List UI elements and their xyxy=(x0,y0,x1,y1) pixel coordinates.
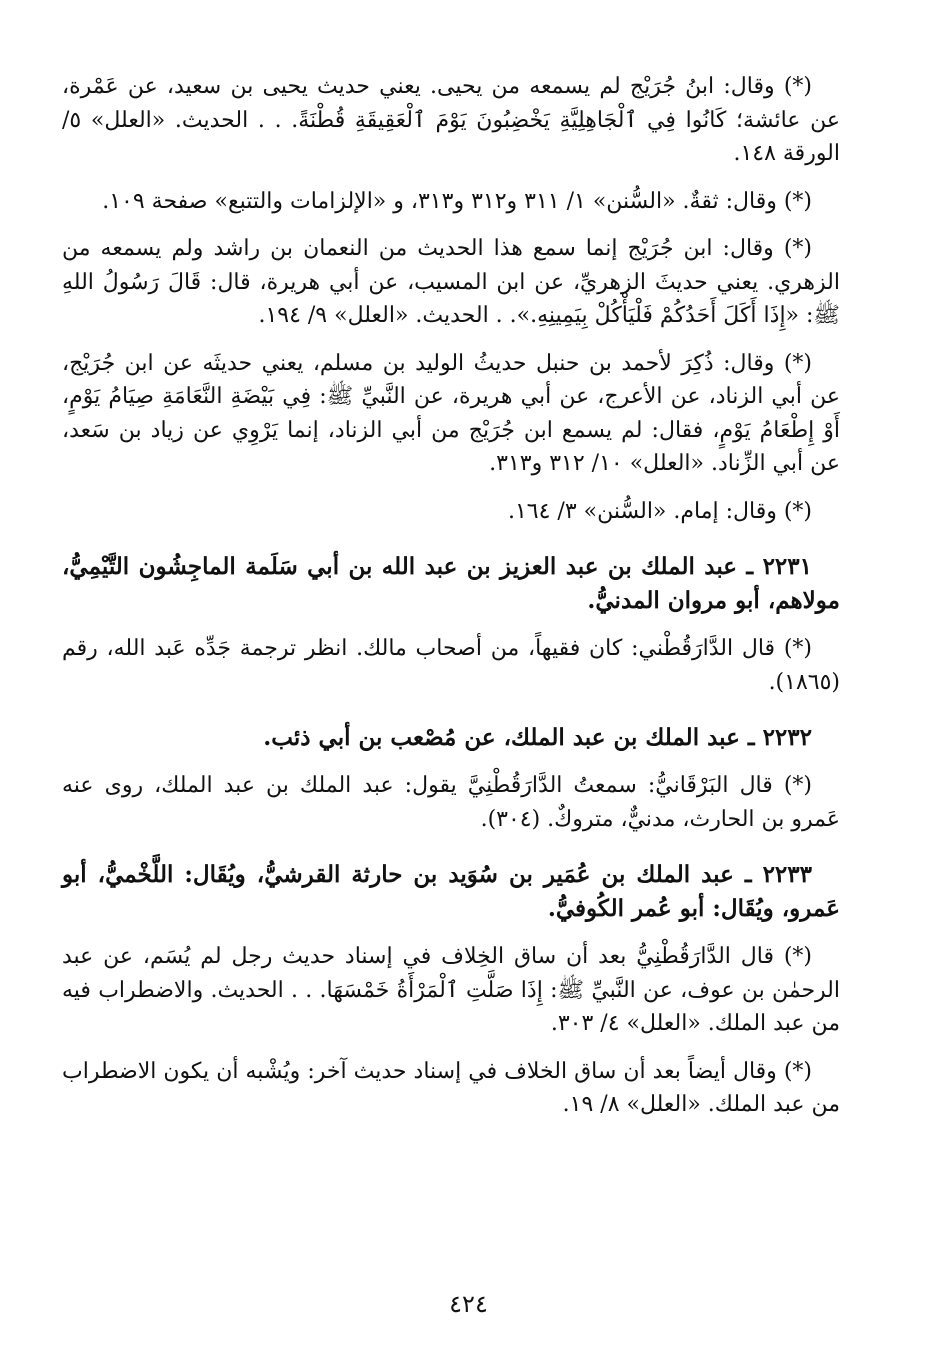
page-number: ٤٢٤ xyxy=(449,1290,488,1318)
entry-2231-paragraph: (*) قال الدَّارَقُطْني: كان فقيهاً، من أصحاب مالك. انظر ترجمة جَدِّه عَبد الله، رقم (١٨٦٥). xyxy=(62,636,840,695)
paragraph-ibn-jurayj-yahya: (*) وقال: ابنُ جُرَيْج لم يسمعه من يحيى. يعني حديث يحيى بن سعيد، عن عَمْرة، عن عائشة؛ كَانُوا فِي ٱلْجَاهِلِيَّةِ يَخْضِبُونَ يَوْمَ ٱلْعَقِيقَةِ قُطْنَةً. . . الحديث. «العلل» ٥/الورقة ١٤٨. xyxy=(62,74,840,166)
paragraph-ahmad-bin-hanbal: (*) وقال: ذُكِرَ لأحمد بن حنبل حديثُ الوليد بن مسلم، يعني حديثَه عن ابن جُرَيْج، عن أبي الزناد، عن الأعرج، عن أبي هريرة، عن النَّبيِّ ﷺ: فِي بَيْضَةِ النَّعَامَةِ صِيَامُ يَوْمٍ، أَوْ إِطْعَامُ يَوْمٍ، فقال: لم يسمع ابن جُرَيْج من أبي الزناد، إنما يَرْوِي عن زياد بن سَعد، عن أبي الزِّناد. «العلل» ١٠/ ٣١٢ و٣١٣. xyxy=(62,350,840,476)
paragraph-numan-bin-rashid: (*) وقال: ابن جُرَيْج إنما سمع هذا الحديث من النعمان بن راشد ولم يسمعه من الزهري. يعني حديثَ الزهريِّ، عن ابن المسيب، عن أبي هريرة، قال: قَالَ رَسُولُ اللهِ ﷺ: «إِذَا أَكَلَ أَحَدُكُمْ فَلْيَأْكُلْ بِيَمِينِهِ.». . الحديث. «العلل» ٩/ ١٩٤. xyxy=(62,236,840,328)
paragraph-thiqa: (*) وقال: ثقةٌ. «السُّنن» ١/ ٣١١ و٣١٢ و٣١٣، و «الإلزامات والتتبع» صفحة ١٠٩. xyxy=(102,188,812,214)
entry-2232-paragraph: (*) قال البَرْقَانيُّ: سمعتُ الدَّارَقُطْنِيَّ يقول: عبد الملك بن عبد الملك، روى عنه عَمرو بن الحارث، مدنيٌّ، متروكٌ. (٣٠٤). xyxy=(62,773,840,832)
entry-heading-2233: ٢٢٣٣ ـ عبد الملك بن عُمَير بن سُوَيد بن حارثة القرشيُّ، ويُقَال: اللَّخْميُّ، أبو عَمرو، ويُقَال: أبو عُمر الكُوفيُّ. xyxy=(62,861,840,922)
entry-2233-paragraph-2: (*) وقال أيضاً بعد أن ساق الخلاف في إسناد حديث آخر: ويُشْبه أن يكون الاضطراب من عبد الملك. «العلل» ٨/ ١٩. xyxy=(62,1058,840,1117)
paragraph-imam: (*) وقال: إمام. «السُّنن» ٣/ ١٦٤. xyxy=(507,498,812,524)
entry-heading-2232: ٢٢٣٢ ـ عبد الملك بن عبد الملك، عن مُصْعب بن أبي ذئب. xyxy=(263,724,812,751)
page-body xyxy=(62,70,840,1136)
entry-2233-paragraph-1: (*) قال الدَّارَقُطْنِيُّ بعد أن ساق الخِلاف في إسناد حديث رجل لم يُسَم، عن عبد الرحمٰن بن عوف، عن النَّبيِّ ﷺ: إِذَا صَلَّتِ ٱلْمَرْأَةُ خَمْسَهَا. . . الحديث. والاضطراب فيه من عبد الملك. «العلل» ٤/ ٣٠٣. xyxy=(62,944,840,1036)
entry-heading-2231: ٢٢٣١ ـ عبد الملك بن عبد العزيز بن عبد الله بن أبي سَلَمة الماجِشُون التَّيْمِيُّ، مولاهم، أبو مروان المدنيُّ. xyxy=(62,553,840,614)
